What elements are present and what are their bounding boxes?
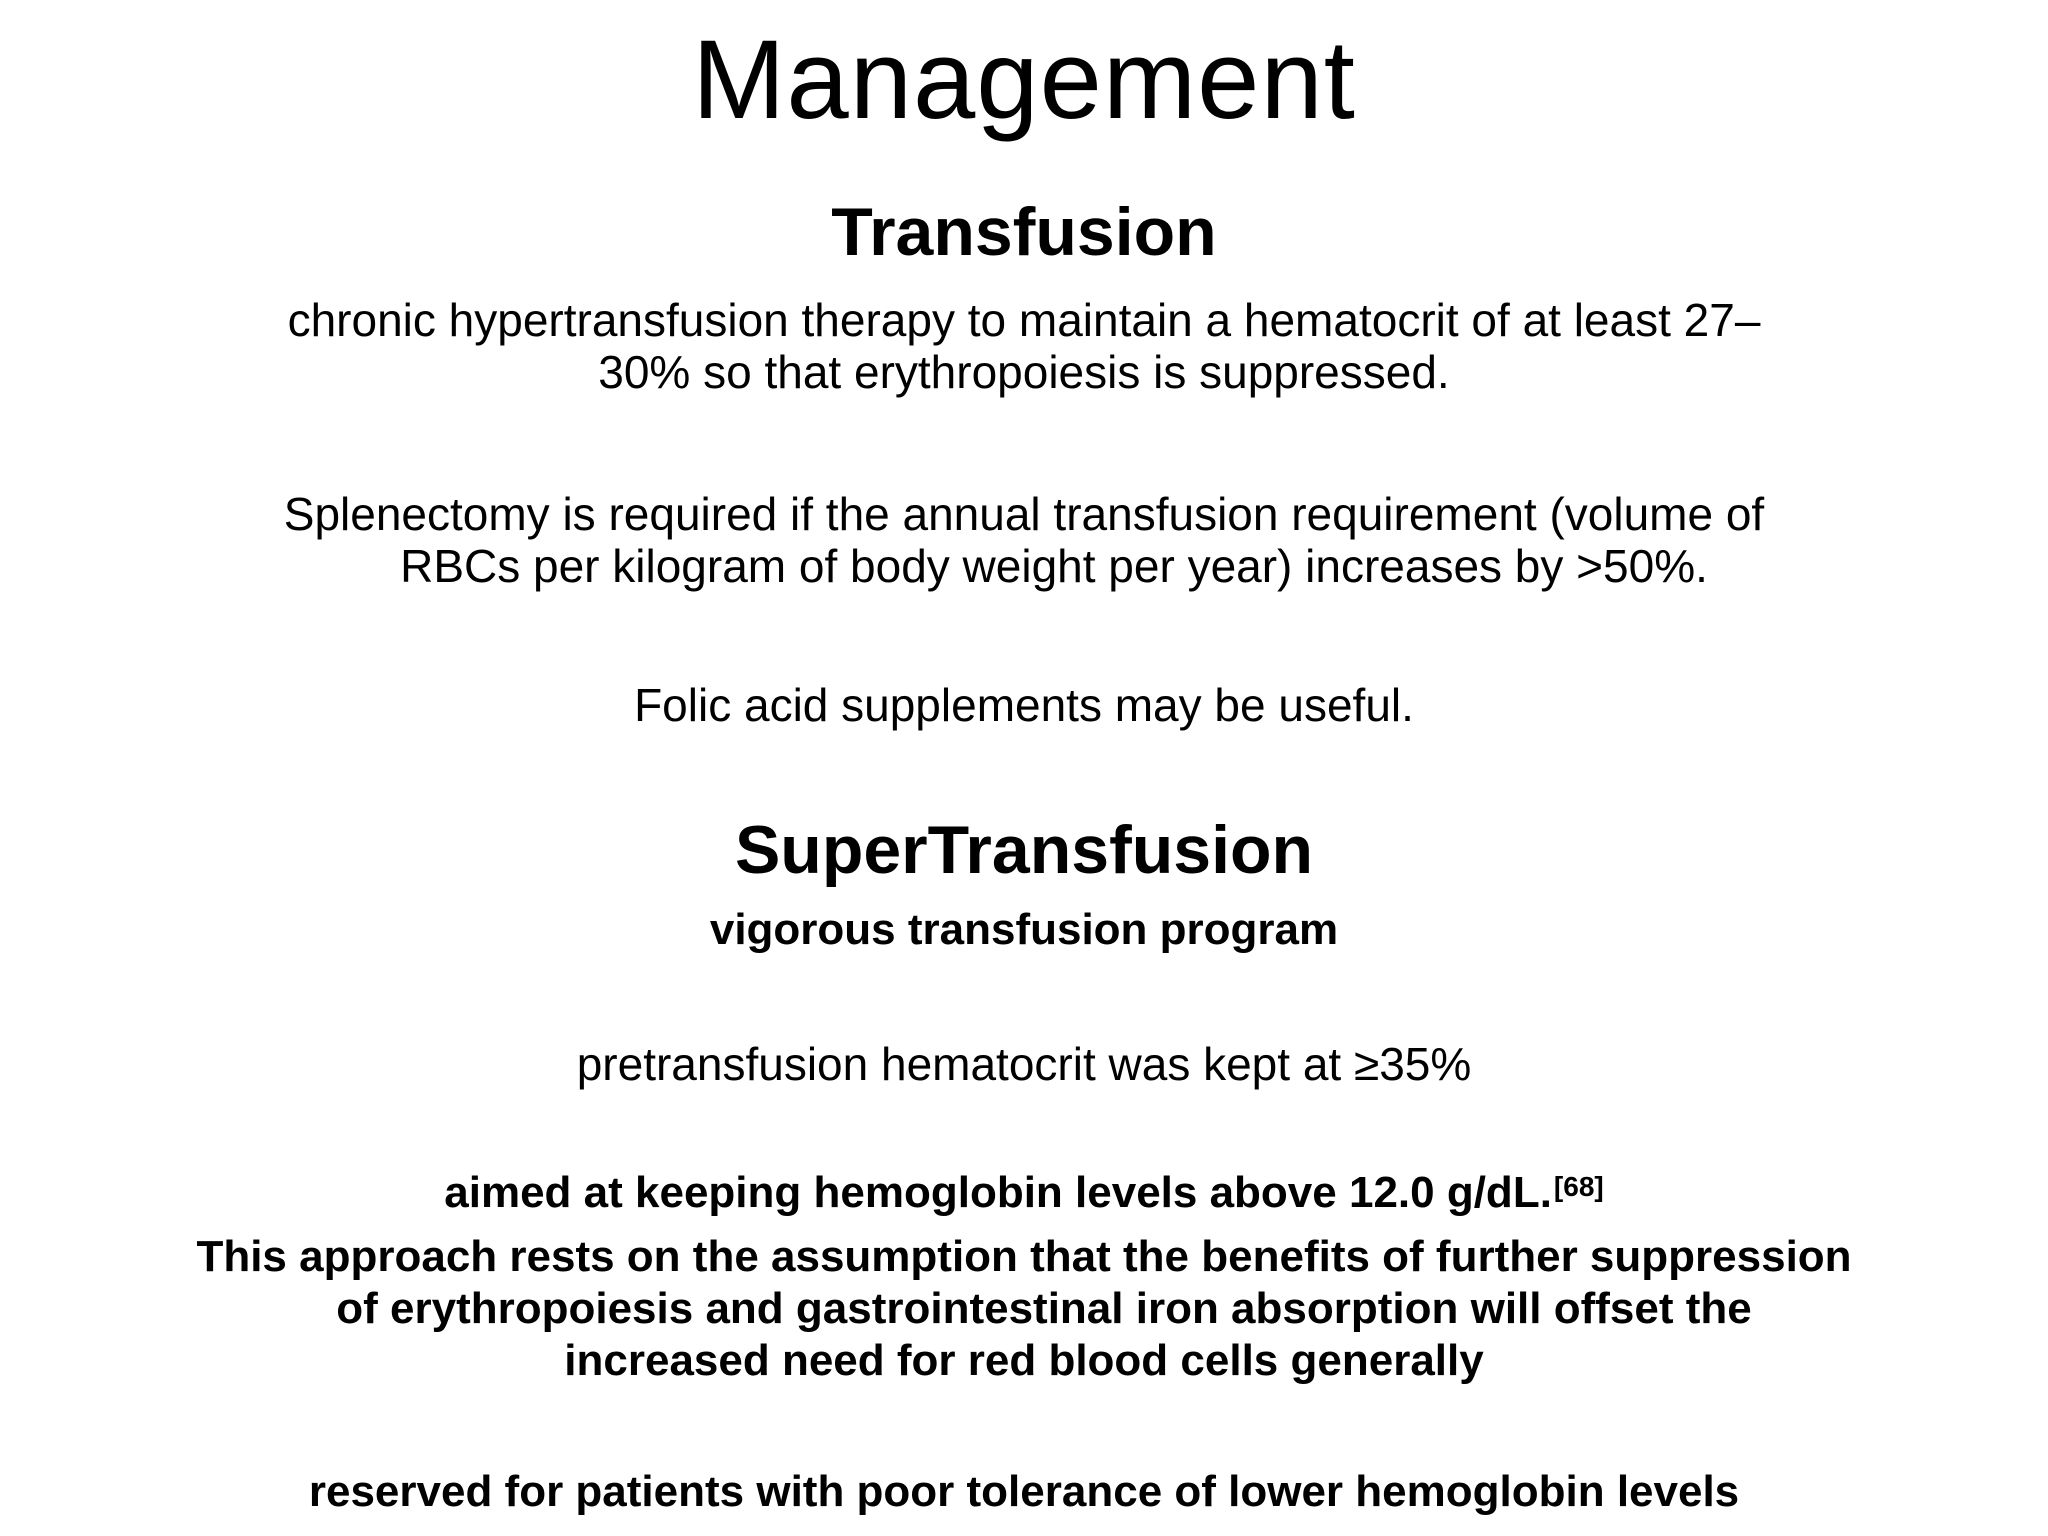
reserved-line: reserved for patients with poor tolerance of lower hemoglobin levels xyxy=(308,1467,1740,1516)
hypertransfusion-line-1: chronic hypertransfusion therapy to maintain a hematocrit of at least 27– xyxy=(287,294,1761,346)
slide-title: Management xyxy=(692,17,1356,142)
pretransfusion-paragraph xyxy=(0,1038,2048,1090)
reserved-paragraph xyxy=(0,1466,2048,1518)
hemoglobin-target-text: aimed at keeping hemoglobin levels above 12.0 g/dL. xyxy=(444,1168,1552,1217)
approach-line-1: This approach rests on the assumption that the benefits of further suppression xyxy=(196,1232,1852,1281)
hypertransfusion-line-2: 30% so that erythropoiesis is suppressed. xyxy=(598,346,1450,398)
vigorous-program-subheading: vigorous transfusion program xyxy=(709,905,1339,954)
supertransfusion-heading: SuperTransfusion xyxy=(734,812,1314,888)
transfusion-heading: Transfusion xyxy=(831,194,1217,270)
folic-acid-paragraph xyxy=(0,679,2048,731)
approach-line-3: increased need for red blood cells generally xyxy=(564,1336,1484,1385)
approach-line-2: of erythropoiesis and gastrointestinal iron absorption will offset the xyxy=(336,1284,1752,1333)
pretransfusion-line: pretransfusion hematocrit was kept at ≥35% xyxy=(576,1038,1472,1090)
hemoglobin-target-line xyxy=(0,1167,2048,1219)
approach-paragraph xyxy=(0,1231,2048,1387)
splenectomy-line-1: Splenectomy is required if the annual transfusion requirement (volume of xyxy=(283,488,1765,540)
splenectomy-line-2: RBCs per kilogram of body weight per year) increases by >50%. xyxy=(400,540,1708,592)
hemoglobin-target-paragraph xyxy=(0,1167,2048,1219)
hypertransfusion-paragraph xyxy=(0,294,2048,398)
citation-ref: [68] xyxy=(1553,1171,1604,1202)
folic-acid-line: Folic acid supplements may be useful. xyxy=(634,679,1414,731)
splenectomy-paragraph xyxy=(0,488,2048,592)
